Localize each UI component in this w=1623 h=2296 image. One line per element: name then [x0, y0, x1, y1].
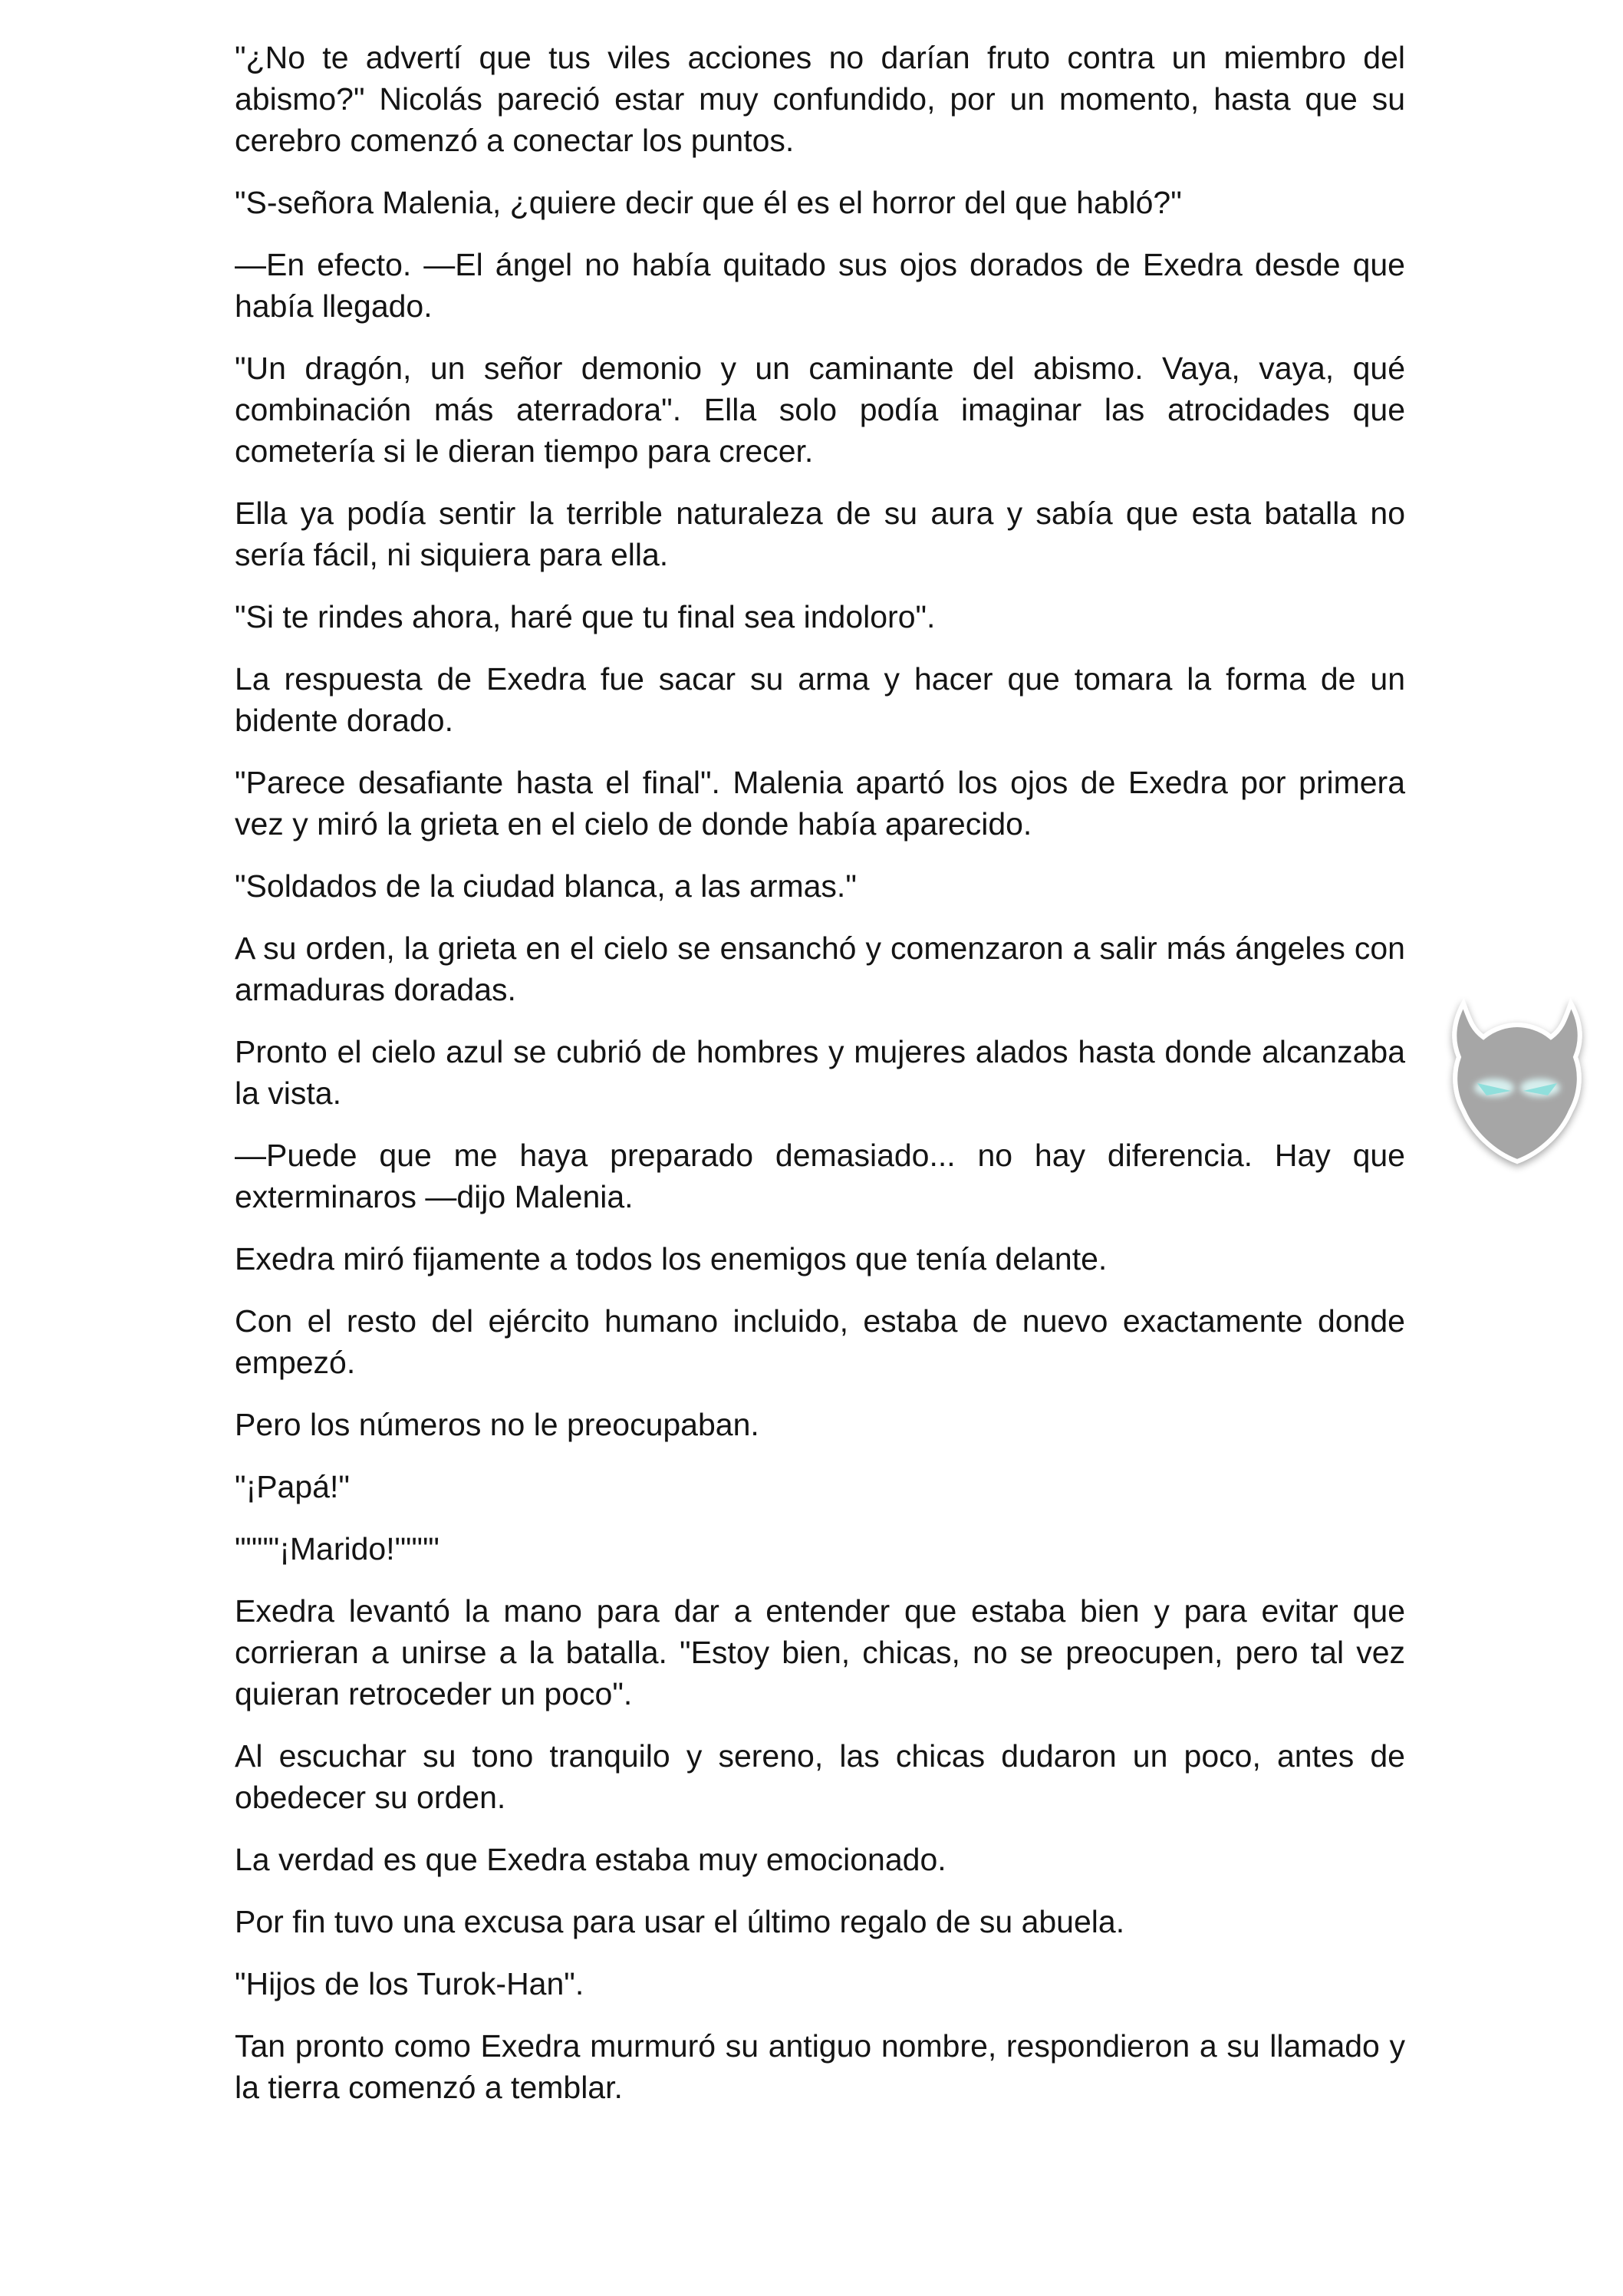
- paragraph: —Puede que me haya preparado demasiado... no hay diferencia. Hay que exterminaros —dijo Malenia.: [235, 1138, 1405, 1214]
- paragraph: La respuesta de Exedra fue sacar su arma y hacer que tomara la forma de un bidente dorado.: [235, 661, 1405, 738]
- paragraph: Exedra levantó la mano para dar a entender que estaba bien y para evitar que corrieran a unirse a la batalla. "Estoy bien, chicas, no se preocupen, pero tal vez quieran retroceder un poco".: [235, 1593, 1405, 1711]
- paragraph: "Un dragón, un señor demonio y un caminante del abismo. Vaya, vaya, qué combinación más aterradora". Ella solo podía imaginar las atrocidades que cometería si le dieran tiempo para crecer.: [235, 351, 1405, 469]
- paragraph: Pronto el cielo azul se cubrió de hombres y mujeres alados hasta donde alcanzaba la vista.: [235, 1034, 1405, 1111]
- paragraph: A su orden, la grieta en el cielo se ensanchó y comenzaron a salir más ángeles con armaduras doradas.: [235, 931, 1405, 1007]
- paragraph: "Soldados de la ciudad blanca, a las armas.": [235, 868, 857, 904]
- paragraph: Por fin tuvo una excusa para usar el último regalo de su abuela.: [235, 1904, 1125, 1939]
- paragraph: "Parece desafiante hasta el final". Malenia apartó los ojos de Exedra por primera vez y miró la grieta en el cielo de donde había aparecido.: [235, 765, 1405, 842]
- document-body: [235, 37, 1405, 2129]
- paragraph: "Si te rindes ahora, haré que tu final sea indoloro".: [235, 599, 936, 634]
- paragraph: "¿No te advertí que tus viles acciones no darían fruto contra un miembro del abismo?" Nicolás pareció estar muy confundido, por un momento, hasta que su cerebro comenzó a conectar los puntos.: [235, 40, 1405, 158]
- demon-head-icon: [1440, 990, 1594, 1174]
- paragraph: Con el resto del ejército humano incluido, estaba de nuevo exactamente donde empezó.: [235, 1303, 1405, 1380]
- paragraph: —En efecto. —El ángel no había quitado sus ojos dorados de Exedra desde que había llegado.: [235, 247, 1405, 324]
- paragraph: "S-señora Malenia, ¿quiere decir que él es el horror del que habló?": [235, 185, 1182, 220]
- paragraph: "Hijos de los Turok-Han".: [235, 1966, 584, 2001]
- paragraph: Exedra miró fijamente a todos los enemigos que tenía delante.: [235, 1241, 1108, 1276]
- paragraph: Pero los números no le preocupaban.: [235, 1407, 759, 1442]
- paragraph: La verdad es que Exedra estaba muy emocionado.: [235, 1842, 946, 1877]
- paragraph: "¡Papá!": [235, 1469, 350, 1504]
- paragraph: Al escuchar su tono tranquilo y sereno, las chicas dudaron un poco, antes de obedecer su orden.: [235, 1738, 1405, 1815]
- paragraph: """"¡Marido!"""": [235, 1531, 439, 1566]
- demon-head-shape: [1454, 1003, 1579, 1161]
- paragraph: Ella ya podía sentir la terrible naturaleza de su aura y sabía que esta batalla no sería fácil, ni siquiera para ella.: [235, 496, 1405, 572]
- paragraph: Tan pronto como Exedra murmuró su antiguo nombre, respondieron a su llamado y la tierra comenzó a temblar.: [235, 2028, 1405, 2105]
